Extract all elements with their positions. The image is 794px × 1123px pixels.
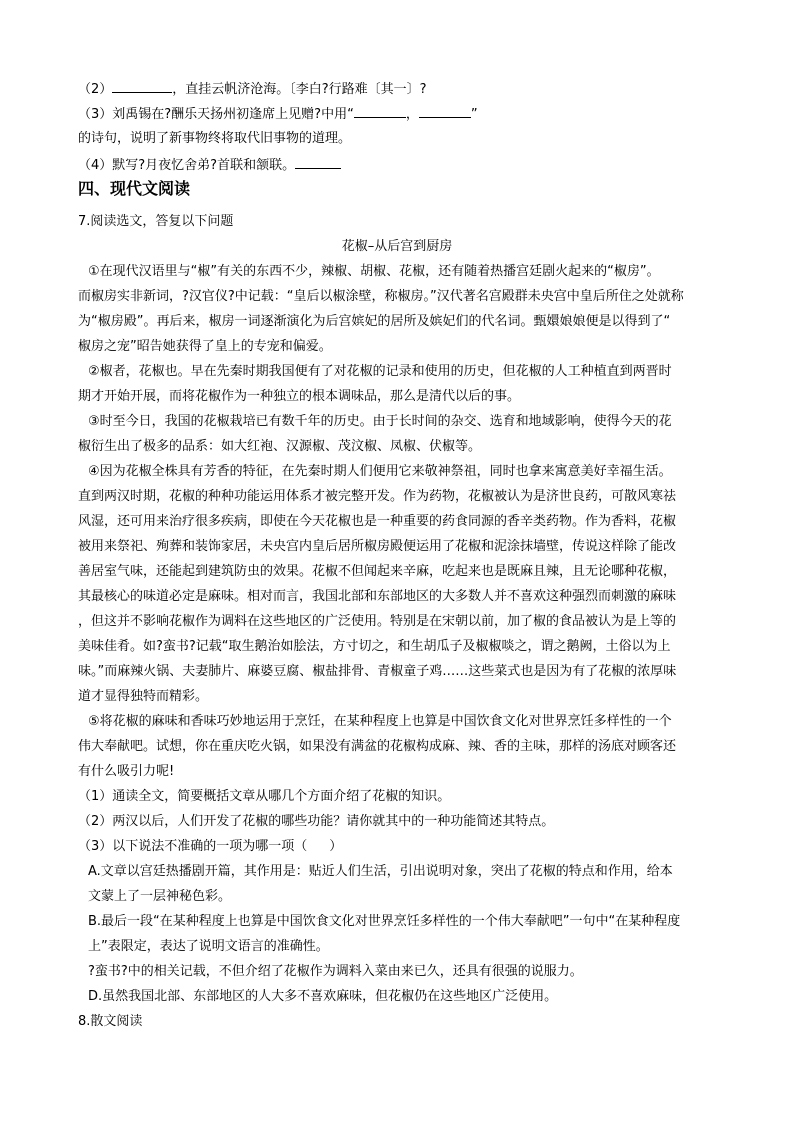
sub-question-3 xyxy=(78,838,718,856)
question-3-separator: ， xyxy=(405,107,419,122)
article-line: 善居室气味，还能起到建筑防虫的效果。花椒不但闻起来辛麻，吃起来也是既麻且辣，且无论哪种花椒， xyxy=(78,564,677,579)
answer-blank xyxy=(354,104,406,118)
article-title: 花椒–从后宫到厨房 xyxy=(341,239,453,254)
answer-blank xyxy=(295,155,341,169)
article-line: ③时至今日，我国的花椒栽培已有数千年的历史。由于长时间的杂交、选育和地域影响，使得今天的花 xyxy=(88,414,672,429)
option-c-line: ?蛮书?中的相关记载，不但介绍了花椒作为调料入菜由来已久，还具有很强的说服力。 xyxy=(88,964,583,979)
option-a-continuation: 文蒙上了一层神秘色彩。 xyxy=(88,889,232,904)
sub-question-3-close: ） xyxy=(329,839,343,854)
article-line: 椒衍生出了极多的品系：如大红袍、汉源椒、茂汶椒、凤椒、伏椒等。 xyxy=(78,439,482,454)
article-line: 其最核心的味道必定是麻味。相对而言，我国北部和东部地区的大多数人并不喜欢这种强烈而刺激的麻味 xyxy=(78,589,677,604)
article-line: 味。”而麻辣火锅、夫妻肺片、麻婆豆腐、椒盐排骨、青椒童子鸡……这些菜式也是因为有了花椒的浓厚味 xyxy=(78,664,677,679)
article-line: 风湿，还可用来治疗很多疾病，即使在今天花椒也是一种重要的药食同源的香辛类药物。作为香料，花椒 xyxy=(78,514,677,529)
option-b-continuation: 上”表限定，表达了说明文语言的准确性。 xyxy=(88,939,329,954)
question-3-text: （3）刘禹锡在?酬乐天扬州初逢席上见赠?中用“ xyxy=(78,107,354,122)
question-7-prompt: 7.阅读选文，答复以下问题 xyxy=(78,214,234,229)
answer-blank xyxy=(419,104,471,118)
article-line: ④因为花椒全株具有芳香的特征，在先秦时期人们便用它来敬神祭祖，同时也拿来寓意美好幸福生活。 xyxy=(88,464,672,479)
question-4-line xyxy=(78,155,718,175)
question-8-prompt: 8.散文阅读 xyxy=(78,1014,143,1029)
question-4-text: （4）默写?月夜忆舍弟?首联和颔联。 xyxy=(78,158,296,173)
article-line: ②椒者，花椒也。早在先秦时期我国便有了对花椒的记录和使用的历史，但花椒的人工种植直到两晋时 xyxy=(88,364,672,379)
article-line: 为“椒房殿”。再后来，椒房一词逐渐演化为后宫嫔妃的居所及嫔妃们的代名词。甄嬛娘娘便是以得到了“ xyxy=(78,314,671,329)
question-3-close-quote: ” xyxy=(470,107,478,122)
article-line: ，但这并不影响花椒作为调料在这些地区的广泛使用。特别是在宋朝以前，加了椒的食品被认为是上等的 xyxy=(78,614,677,629)
article-line: 伟大奉献吧。试想，你在重庆吃火锅，如果没有满盆的花椒构成麻、辣、香的主味，那样的汤底对顾客还 xyxy=(78,739,677,754)
article-line: 被用来祭祀、殉葬和装饰家居，未央宫内皇后居所椒房殿便运用了花椒和泥涂抹墙壁，传说这样除了能改 xyxy=(78,539,677,554)
question-3-continuation: 的诗句，说明了新事物终将取代旧事物的道理。 xyxy=(78,131,352,146)
question-3-line xyxy=(78,104,718,124)
article-line: 有什么吸引力呢! xyxy=(78,764,175,779)
sub-question-1: （1）通读全文，简要概括文章从哪几个方面介绍了花椒的知识。 xyxy=(78,789,451,804)
option-b-line: B.最后一段“在某种程度上也算是中国饮食文化对世界烹饪多样性的一个伟大奉献吧”一句中“在某种程度 xyxy=(88,914,681,929)
article-line: ①在现代汉语里与“椒”有关的东西不少，辣椒、胡椒、花椒，还有随着热播宫廷剧火起来的“椒房”。 xyxy=(88,264,660,279)
option-d-line: D.虽然我国北部、东部地区的人大多不喜欢麻味，但花椒仍在这些地区广泛使用。 xyxy=(88,989,558,1004)
article-line: 美味佳肴。如?蛮书?记载“取生鹅治如脍法，方寸切之，和生胡瓜子及椒椒啖之，谓之鹅阙，土俗以为上 xyxy=(78,639,671,654)
sub-question-2: （2）两汉以后，人们开发了花椒的哪些功能？请你就其中的一种功能简述其特点。 xyxy=(78,814,555,829)
answer-blank xyxy=(112,79,172,93)
sub-question-3-text: （3）以下说法不准确的一项为哪一项（ xyxy=(78,839,308,854)
article-line: ⑤将花椒的麻味和香味巧妙地运用于烹饪，在某种程度上也算是中国饮食文化对世界烹饪多样性的一个 xyxy=(88,714,672,729)
question-2-line xyxy=(78,79,718,99)
option-a-line: A.文章以宫廷热播剧开篇，其作用是：贴近人们生活，引出说明对象，突出了花椒的特点和作用，给本 xyxy=(88,864,673,879)
article-line: 道才显得独特而精彩。 xyxy=(78,689,209,704)
question-2-number: （2） xyxy=(78,82,113,97)
article-line: 直到两汉时期，花椒的种种功能运用体系才被完整开发。作为药物，花椒被认为是济世良药，可散风寒祛 xyxy=(78,489,677,504)
article-line: 期才开始开展，而将花椒作为一种独立的根本调味品，那么是清代以后的事。 xyxy=(78,389,521,404)
article-line: 而椒房实非新词，?汉官仪?中记载：“皇后以椒涂壁，称椒房。”汉代著名宫殿群未央宫中皇后所住之处就称 xyxy=(78,289,684,304)
article-line: 椒房之宠”昭告她获得了皇上的专宠和偏爱。 xyxy=(78,339,332,354)
section-title: 四、现代文阅读 xyxy=(78,179,191,198)
question-2-text: ，直挂云帆济沧海。〔李白?行路难〔其一〕? xyxy=(172,82,427,97)
